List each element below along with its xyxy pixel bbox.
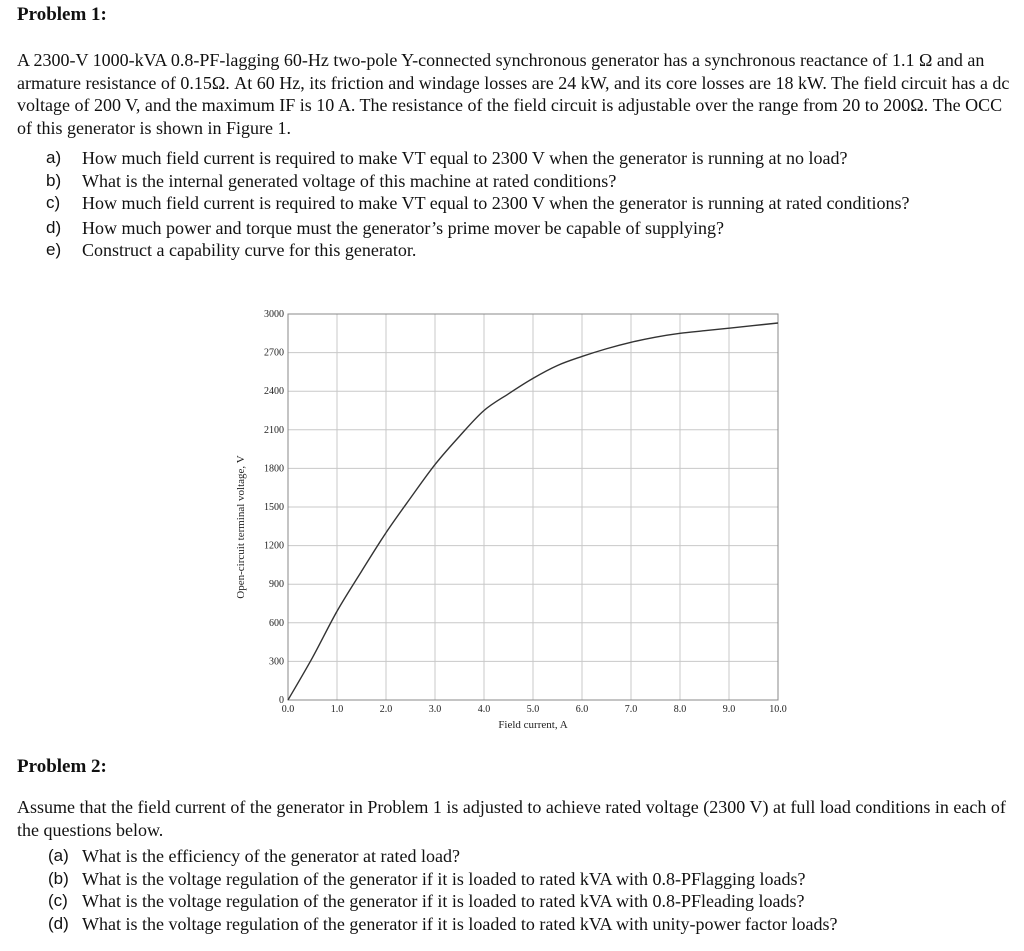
x-tick-label: 6.0 [575, 704, 589, 715]
problem1-heading: Problem 1: [17, 4, 107, 25]
x-tick-label: 5.0 [526, 704, 540, 715]
x-tick-label: 2.0 [379, 704, 393, 715]
x-tick-label: 9.0 [722, 704, 736, 715]
x-tick-label: 3.0 [428, 704, 442, 715]
x-tick-label: 8.0 [673, 704, 687, 715]
question-item [46, 170, 1006, 193]
chart-grid [288, 314, 778, 700]
question-text: What is the efficiency of the generator at rated load? [82, 846, 460, 866]
x-tick-label: 7.0 [624, 704, 638, 715]
question-text: How much field current is required to make VT equal to 2300 V when the generator is running at no load? [82, 148, 848, 168]
question-label: (b) [48, 868, 69, 888]
question-text: How much field current is required to make VT equal to 2300 V when the generator is running at rated conditions? [82, 193, 910, 213]
x-tick-label: 10.0 [769, 704, 787, 715]
y-tick-label: 1200 [264, 540, 284, 552]
x-tick-label: 4.0 [477, 704, 491, 715]
problem1-paragraph: A 2300-V 1000-kVA 0.8-PF-lagging 60-Hz two-pole Y-connected synchronous generator has a synchronous reactance of 1.1 Ω and an armature resistance of 0.15Ω. At 60 Hz, its friction and windage losses are 24 kW, and its core losses are 18 kW. The field circuit has a dc voltage of 200 V, and the maximum IF is 10 A. The resistance of the field circuit is adjustable over the range from 20 to 200Ω. The OCC of this generator is shown in Figure 1. [17, 50, 1010, 138]
x-tick-labels [282, 704, 787, 715]
problem1-question-list [46, 147, 1006, 262]
question-item [48, 913, 1008, 936]
question-label: b) [46, 170, 62, 190]
y-tick-labels [264, 309, 284, 706]
y-tick-label: 1500 [264, 502, 284, 513]
question-item [46, 217, 1006, 240]
x-tick-label: 0.0 [281, 704, 295, 715]
y-tick-label: 0 [279, 695, 284, 706]
question-label: c) [46, 193, 61, 212]
question-label: a) [46, 148, 62, 167]
question-label: (a) [48, 846, 69, 865]
y-tick-label: 1800 [264, 463, 284, 475]
question-text: What is the internal generated voltage of this machine at rated conditions? [82, 170, 617, 191]
question-item [46, 239, 1006, 262]
x-tick-label: 1.0 [330, 704, 344, 715]
question-text: What is the voltage regulation of the generator if it is loaded to rated kVA with unity-power factor loads? [82, 913, 838, 934]
problem2-paragraph: Assume that the field current of the generator in Problem 1 is adjusted to achieve rated voltage (2300 V) at full load conditions in each of the questions below. [17, 797, 1006, 840]
y-tick-label: 300 [269, 656, 284, 668]
problem2-heading: Problem 2: [17, 756, 107, 777]
y-tick-label: 600 [269, 617, 284, 629]
question-label: d) [46, 217, 62, 237]
y-tick-label: 2700 [264, 347, 284, 359]
question-text: How much power and torque must the generator’s prime mover be capable of supplying? [82, 217, 724, 238]
question-label: (c) [48, 891, 68, 910]
y-tick-label: 2100 [264, 424, 284, 436]
question-label: (d) [48, 913, 69, 933]
question-item [48, 868, 1008, 891]
question-item [48, 890, 1008, 913]
y-tick-label: 3000 [264, 309, 284, 320]
problem2-question-list [48, 845, 1008, 935]
question-text: What is the voltage regulation of the generator if it is loaded to rated kVA with 0.8-PFleading loads? [82, 891, 805, 911]
question-item [46, 147, 1006, 170]
question-text: What is the voltage regulation of the generator if it is loaded to rated kVA with 0.8-PFlagging loads? [82, 868, 806, 889]
y-tick-label: 900 [269, 579, 284, 591]
question-text: Construct a capability curve for this generator. [82, 240, 417, 260]
question-item [46, 192, 1006, 215]
question-label: e) [46, 240, 62, 259]
y-tick-label: 2400 [264, 386, 284, 398]
occ-chart [226, 300, 802, 740]
x-axis-label: Field current, A [498, 719, 568, 731]
question-item [48, 845, 1008, 868]
y-axis-label: Open-circuit terminal voltage, V [235, 455, 247, 599]
